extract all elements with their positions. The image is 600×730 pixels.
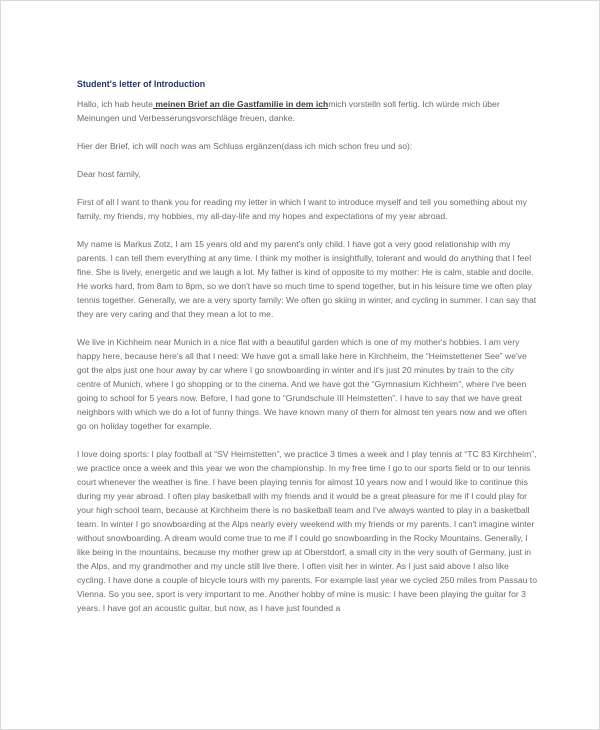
document-title: Student's letter of Introduction — [77, 79, 206, 89]
note-paragraph: Hier der Brief, ich will noch was am Schluss ergänzen(dass ich mich schon freu und so): — [77, 141, 413, 151]
letter-paragraph: We live in Kichheim near Munich in a nice flat with a beautiful garden which is one of my mother's hobbies. I am very happy here, because here's all that I need: We have got a small lake here in Kirchheim, the “Heimstettener See” we've got the alps just one hour away by car where I go snowboarding in winter and it's just 20 minutes by train to the city centre of Munich, where I go shopping or to the cinema. And we have got the “Gymnasium Kichheim”, where I've been going to school for 5 years now. Before, I had gone to “Grundschule III Heimstetten”. I have to say that we have great neighbors with which we do a lot of funny things. We have known many of them for almost ten years now and we often go on holiday together for example. — [77, 337, 527, 431]
document-body[interactable] — [77, 77, 537, 629]
intro-text-after: mich vorstelln soll fertig. Ich würde mich über Meinungen und Verbesserungsvorschläge freuen, danke. — [77, 99, 500, 123]
letter-paragraph: I love doing sports: I play football at “SV Heimstetten”, we practice 3 times a week and I play tennis at “TC 83 Kirchheim”, we practice once a week and this year we won the championship. In my free time I go to our sports field or to our tennis court whenever the weather is fine. I have been playing tennis for almost 10 years now and I would like to continue this during my year abroad. I often play basketball with my friends and it would be a great pleasure for me if I could play for your high school team, because at Kirchheim there is no basketball team and I've always wanted to play in a basketball team. In winter I go snowboarding at the Alps nearly every weekend with my friends or my parents. I can't imagine winter without snowboarding. A dream would come true to me if I could go snowboarding in the Rocky Mountains. Generally, I like being in the mountains, because my mother grew up at Oberstdorf, a small city in the very south of Germany, just in the Alps, and my grandmother and my uncle still live there. I often visit her in winter. As I just said above I also like cycling. I have done a couple of bicycle tours with my parents. For example last year we cycled 250 miles from Passau to Vienna. So you see, sport is very important to me. Another hobby of mine is music: I have been playing the guitar for 3 years. I have got an acoustic guitar, but now, as I have just founded a — [77, 449, 537, 613]
intro-underlined-link[interactable]: meinen Brief an die Gastfamilie in dem ich — [152, 99, 329, 109]
letter-paragraph: My name is Markus Zotz, I am 15 years old and my parent's only child. I have got a very good relationship with my parents. I can tell them everything at any time. I think my mother is insightfully, tolerant and would do anything that I feel fine. She is lively, energetic and we laugh a lot. My father is kind of opposite to my mother: He is calm, stable and docile. He works hard, from 8am to 8pm, so we don't have so much time to spend together, but in his leisure time we often play tennis together. Generally, we are a very sporty family: We often go skiing in winter, and cycling in summer. I can say that they are very caring and that they mean a lot to me. — [77, 239, 537, 319]
letter-paragraph: First of all I want to thank you for reading my letter in which I want to introduce myself and tell you something about my family, my friends, my hobbies, my all-day-life and my hopes and expectations of my year abroad. — [77, 197, 527, 221]
intro-paragraph — [77, 97, 537, 125]
intro-text-before: Hallo, ich hab heute — [77, 99, 153, 109]
salutation: Dear host family, — [77, 169, 141, 179]
